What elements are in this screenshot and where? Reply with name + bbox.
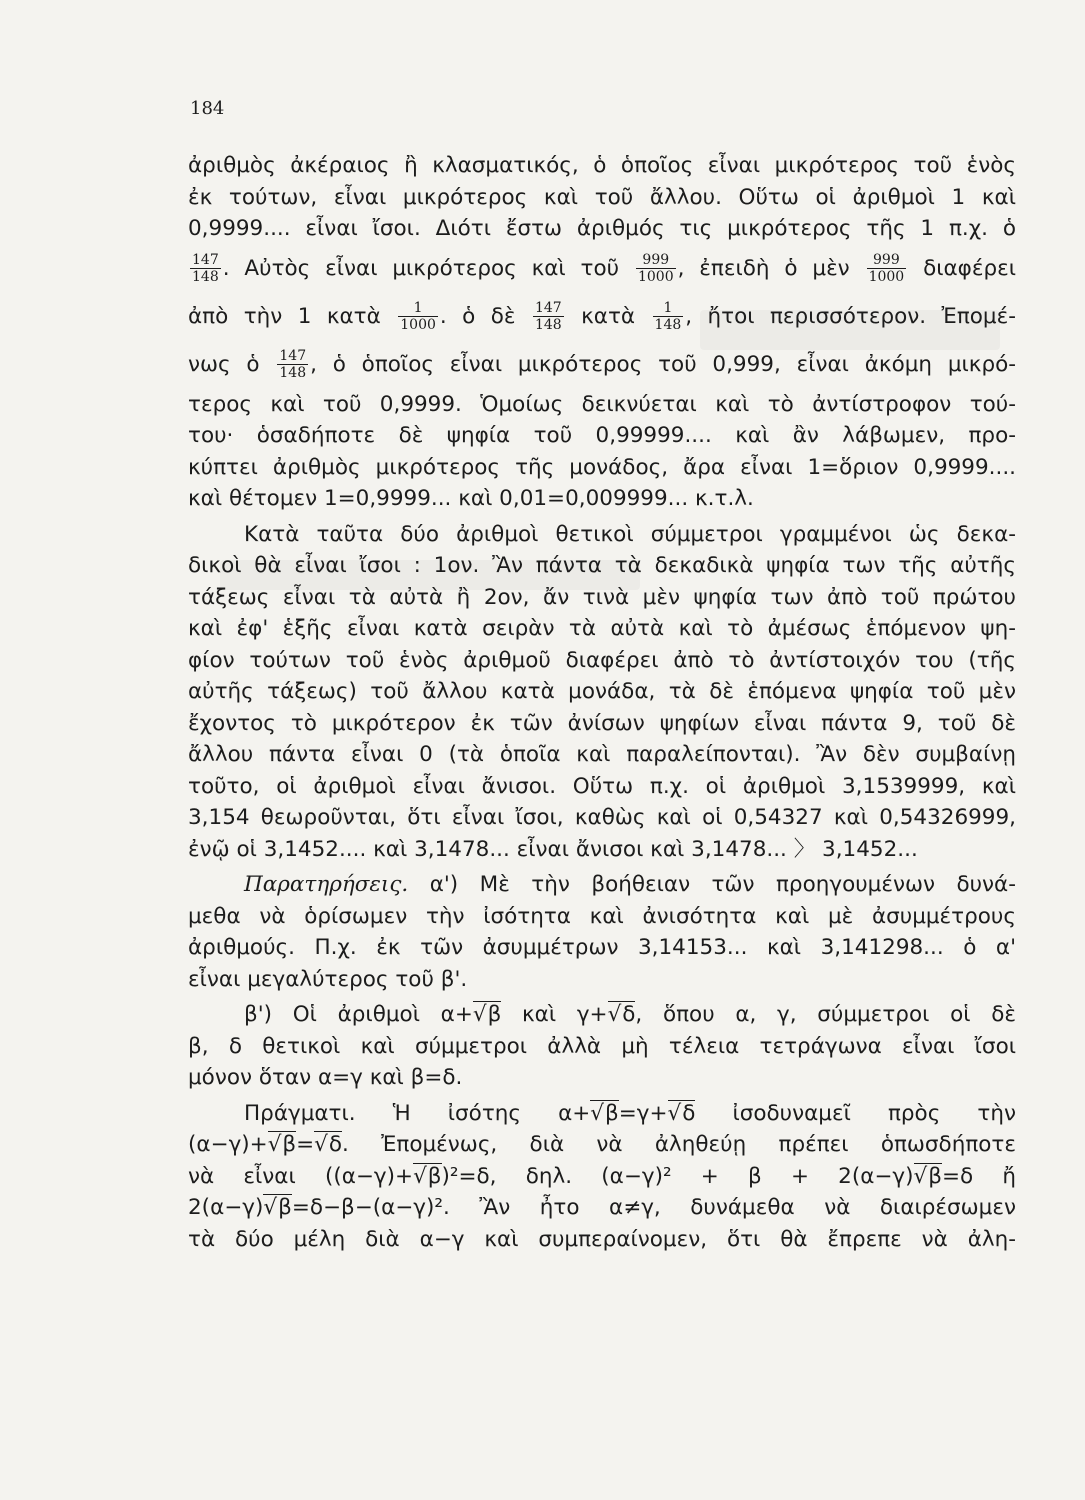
text-line: β, δ θετικοὶ καὶ σύμμετροι ἀλλὰ μὴ τέλεια τετράγωνα εἶναι ἴσοι [188,1033,1016,1059]
page-number: 184 [190,98,225,119]
fraction-denominator: 1000 [868,269,905,285]
square-root: √ β [268,1131,296,1157]
fraction [636,252,676,285]
text-line [188,293,1016,341]
text-fragment: κατὰ [581,303,636,329]
text-line: τὰ δύο μέλη διὰ α−γ καὶ συμπεραίνομεν, ὅτι θὰ ἔπρεπε νὰ ἀλη- [188,1226,1016,1252]
text-line [188,1129,1016,1161]
square-root: √ β [413,1163,441,1189]
text-line [188,341,1016,389]
fraction-denominator: 1000 [400,317,436,333]
text-line: ἄλλου πάντα εἶναι 0 (τὰ ὁποῖα καὶ παραλείπονται). Ἂν δὲν συμβαίνῃ [188,742,1016,767]
text-fragment: = [296,1132,315,1157]
text-line [188,1098,1016,1130]
text-line [188,1192,1016,1224]
text-line: ἐκ τούτων, εἶναι μικρότερος καὶ τοῦ ἄλλου. Οὕτω οἱ ἀριθμοὶ 1 καὶ [188,184,1016,210]
text-fragment: . ὁ δὲ [439,303,516,329]
text-line: ἔχοντος τὸ μικρότερον ἐκ τῶν ἀνίσων ψηφίων εἶναι πάντα 9, τοῦ δὲ [188,710,1016,736]
fraction-numerator: 147 [534,300,562,316]
text-fragment: , ἐπειδὴ ὁ μὲν [677,255,850,281]
text-line [188,999,1016,1031]
fraction-numerator: 147 [192,252,219,268]
text-line: ἀριθμούς. Π.χ. ἐκ τῶν ἀσυμμέτρων 3,14153... καὶ 3,141298... ὁ α' [188,935,1016,960]
fraction-numerator: 1 [413,300,423,316]
text-line: του· ὁσαδήποτε δὲ ψηφία τοῦ 0,99999.... καὶ ἂν λάβωμεν, προ- [188,423,1016,448]
text-line: φίον τούτων τοῦ ἑνὸς ἀριθμοῦ διαφέρει ἀπὸ τὸ ἀντίστοιχόν του (τῆς [188,647,1016,673]
text-line: Κατὰ ταῦτα δύο ἀριθμοὶ θετικοὶ σύμμετροι γραμμένοι ὡς δεκα- [244,521,1016,547]
text-line: κύπτει ἀριθμὸς μικρότερος τῆς μονάδος, ἄρα εἶναι 1=ὅριον 0,9999.... [188,454,1016,480]
text-line: τοῦτο, οἱ ἀριθμοὶ εἶναι ἄνισοι. Οὕτω π.χ. οἱ ἀριθμοὶ 3,1539999, καὶ [188,773,1016,799]
text-line: εἶναι μεγαλύτερος τοῦ β'. [188,966,468,992]
text-fragment: (α−γ)+ [188,1132,268,1157]
text-fragment: . Ἐπομένως, διὰ νὰ ἀληθεύῃ πρέπει ὁπωσδήποτε [342,1132,1016,1157]
text-line [188,869,1016,901]
text-line: 0,9999.... εἶναι ἴσοι. Διότι ἔστω ἀριθμός τις μικρότερος τῆς 1 π.χ. ὁ [188,216,1016,241]
text-fragment: =δ−β−(α−γ)². Ἂν ἦτο α≠γ, δυνάμεθα νὰ διαιρέσωμεν [291,1195,1016,1220]
text-fragment: , ὁ ὁποῖος εἶναι μικρότερος τοῦ 0,999, εἶναι ἀκόμη μικρό- [310,351,1017,377]
fraction-numerator: 1 [663,300,673,316]
page-body [188,150,1016,1255]
text-fragment: β') Οἱ ἀριθμοὶ α+ [244,1002,473,1027]
fraction [190,252,221,285]
text-fragment: καὶ γ+ [522,1002,608,1027]
square-root: √ β [590,1100,618,1126]
section-heading: Παρατηρήσεις. [244,872,409,897]
text-fragment: =γ+ [618,1100,668,1126]
text-line: καὶ θέτομεν 1=0,9999... καὶ 0,01=0,009999... κ.τ.λ. [188,486,754,511]
text-line: δικοὶ θὰ εἶναι ἴσοι : 1ον. Ἂν πάντα τὰ δεκαδικὰ ψηφία των τῆς αὐτῆς [188,553,1016,578]
text-fragment: , ὅπου α, γ, σύμμετροι οἱ δὲ [635,1002,1016,1027]
square-root: √ δ [608,1001,636,1027]
text-line: αὐτῆς τάξεως) τοῦ ἄλλου κατὰ μονάδα, τὰ δὲ ἑπόμενα ψηφία τοῦ μὲν [188,679,1016,704]
text-fragment: α') Μὲ τὴν βοήθειαν τῶν προηγουμένων δυνά- [429,872,1016,897]
text-line: μόνον ὅταν α=γ καὶ β=δ. [188,1065,463,1090]
text-fragment: ἀπὸ τὴν 1 κατὰ [188,303,381,329]
text-fragment: νως ὁ [188,351,260,377]
text-line: τερος καὶ τοῦ 0,9999. Ὁμοίως δεικνύεται καὶ τὸ ἀντίστροφον τού- [188,391,1016,417]
square-root: √ δ [314,1131,342,1157]
fraction [867,252,907,285]
square-root: √ β [263,1194,291,1220]
text-fragment: νὰ εἶναι ((α−γ)+ [188,1163,414,1189]
fraction [653,300,684,333]
text-fragment: )²=δ, δηλ. (α−γ)² + β + 2(α−γ) [441,1163,914,1189]
text-fragment: , ἤτοι περισσότερον. Ἐπομέ- [685,303,1016,329]
fraction-denominator: 148 [534,317,562,333]
text-line: 3,154 θεωροῦνται, ὅτι εἶναι ἴσοι, καθὼς καὶ οἱ 0,54327 καὶ 0,54326999, [188,805,1016,830]
text-line [188,1161,1016,1193]
text-fragment: =δ ἤ [941,1163,1016,1189]
square-root: √ β [473,1001,501,1027]
fraction-denominator: 148 [654,317,682,333]
text-fragment: . Αὐτὸς εἶναι μικρότερος καὶ τοῦ [222,255,620,281]
text-line: μεθα νὰ ὁρίσωμεν τὴν ἰσότητα καὶ ἀνισότητα καὶ μὲ ἀσυμμέτρους [188,903,1016,929]
text-line [188,245,1016,293]
text-fragment: 2(α−γ) [188,1195,264,1220]
fraction [533,300,564,333]
text-fragment: διαφέρει [923,255,1017,281]
fraction [398,300,438,333]
text-line: τάξεως εἶναι τὰ αὐτὰ ἢ 2ον, ἄν τινὰ μὲν ψηφία των ἀπὸ τοῦ πρώτου [188,584,1016,610]
text-fragment: Πράγματι. Ἡ ἰσότης α+ [244,1100,591,1126]
fraction-denominator: 148 [279,365,307,381]
square-root: √ δ [668,1100,696,1126]
text-line: καὶ ἐφ' ἑξῆς εἶναι κατὰ σειρὰν τὰ αὐτὰ καὶ τὸ ἀμέσως ἑπόμενον ψη- [188,616,1016,641]
fraction-denominator: 1000 [637,269,674,285]
text-line: ἀριθμὸς ἀκέραιος ἢ κλασματικός, ὁ ὁποῖος εἶναι μικρότερος τοῦ ἑνὸς [188,153,1016,178]
text-line: ἐνῷ οἱ 3,1452.... καὶ 3,1478... εἶναι ἄνισοι καὶ 3,1478... 〉 3,1452... [188,836,918,862]
fraction-denominator: 148 [192,269,219,285]
fraction [277,348,308,381]
text-fragment: ἰσοδυναμεῖ πρὸς τὴν [732,1100,1016,1126]
fraction-numerator: 999 [873,252,900,268]
fraction-numerator: 147 [279,348,307,364]
fraction-numerator: 999 [642,252,670,268]
square-root: √ β [914,1163,942,1189]
